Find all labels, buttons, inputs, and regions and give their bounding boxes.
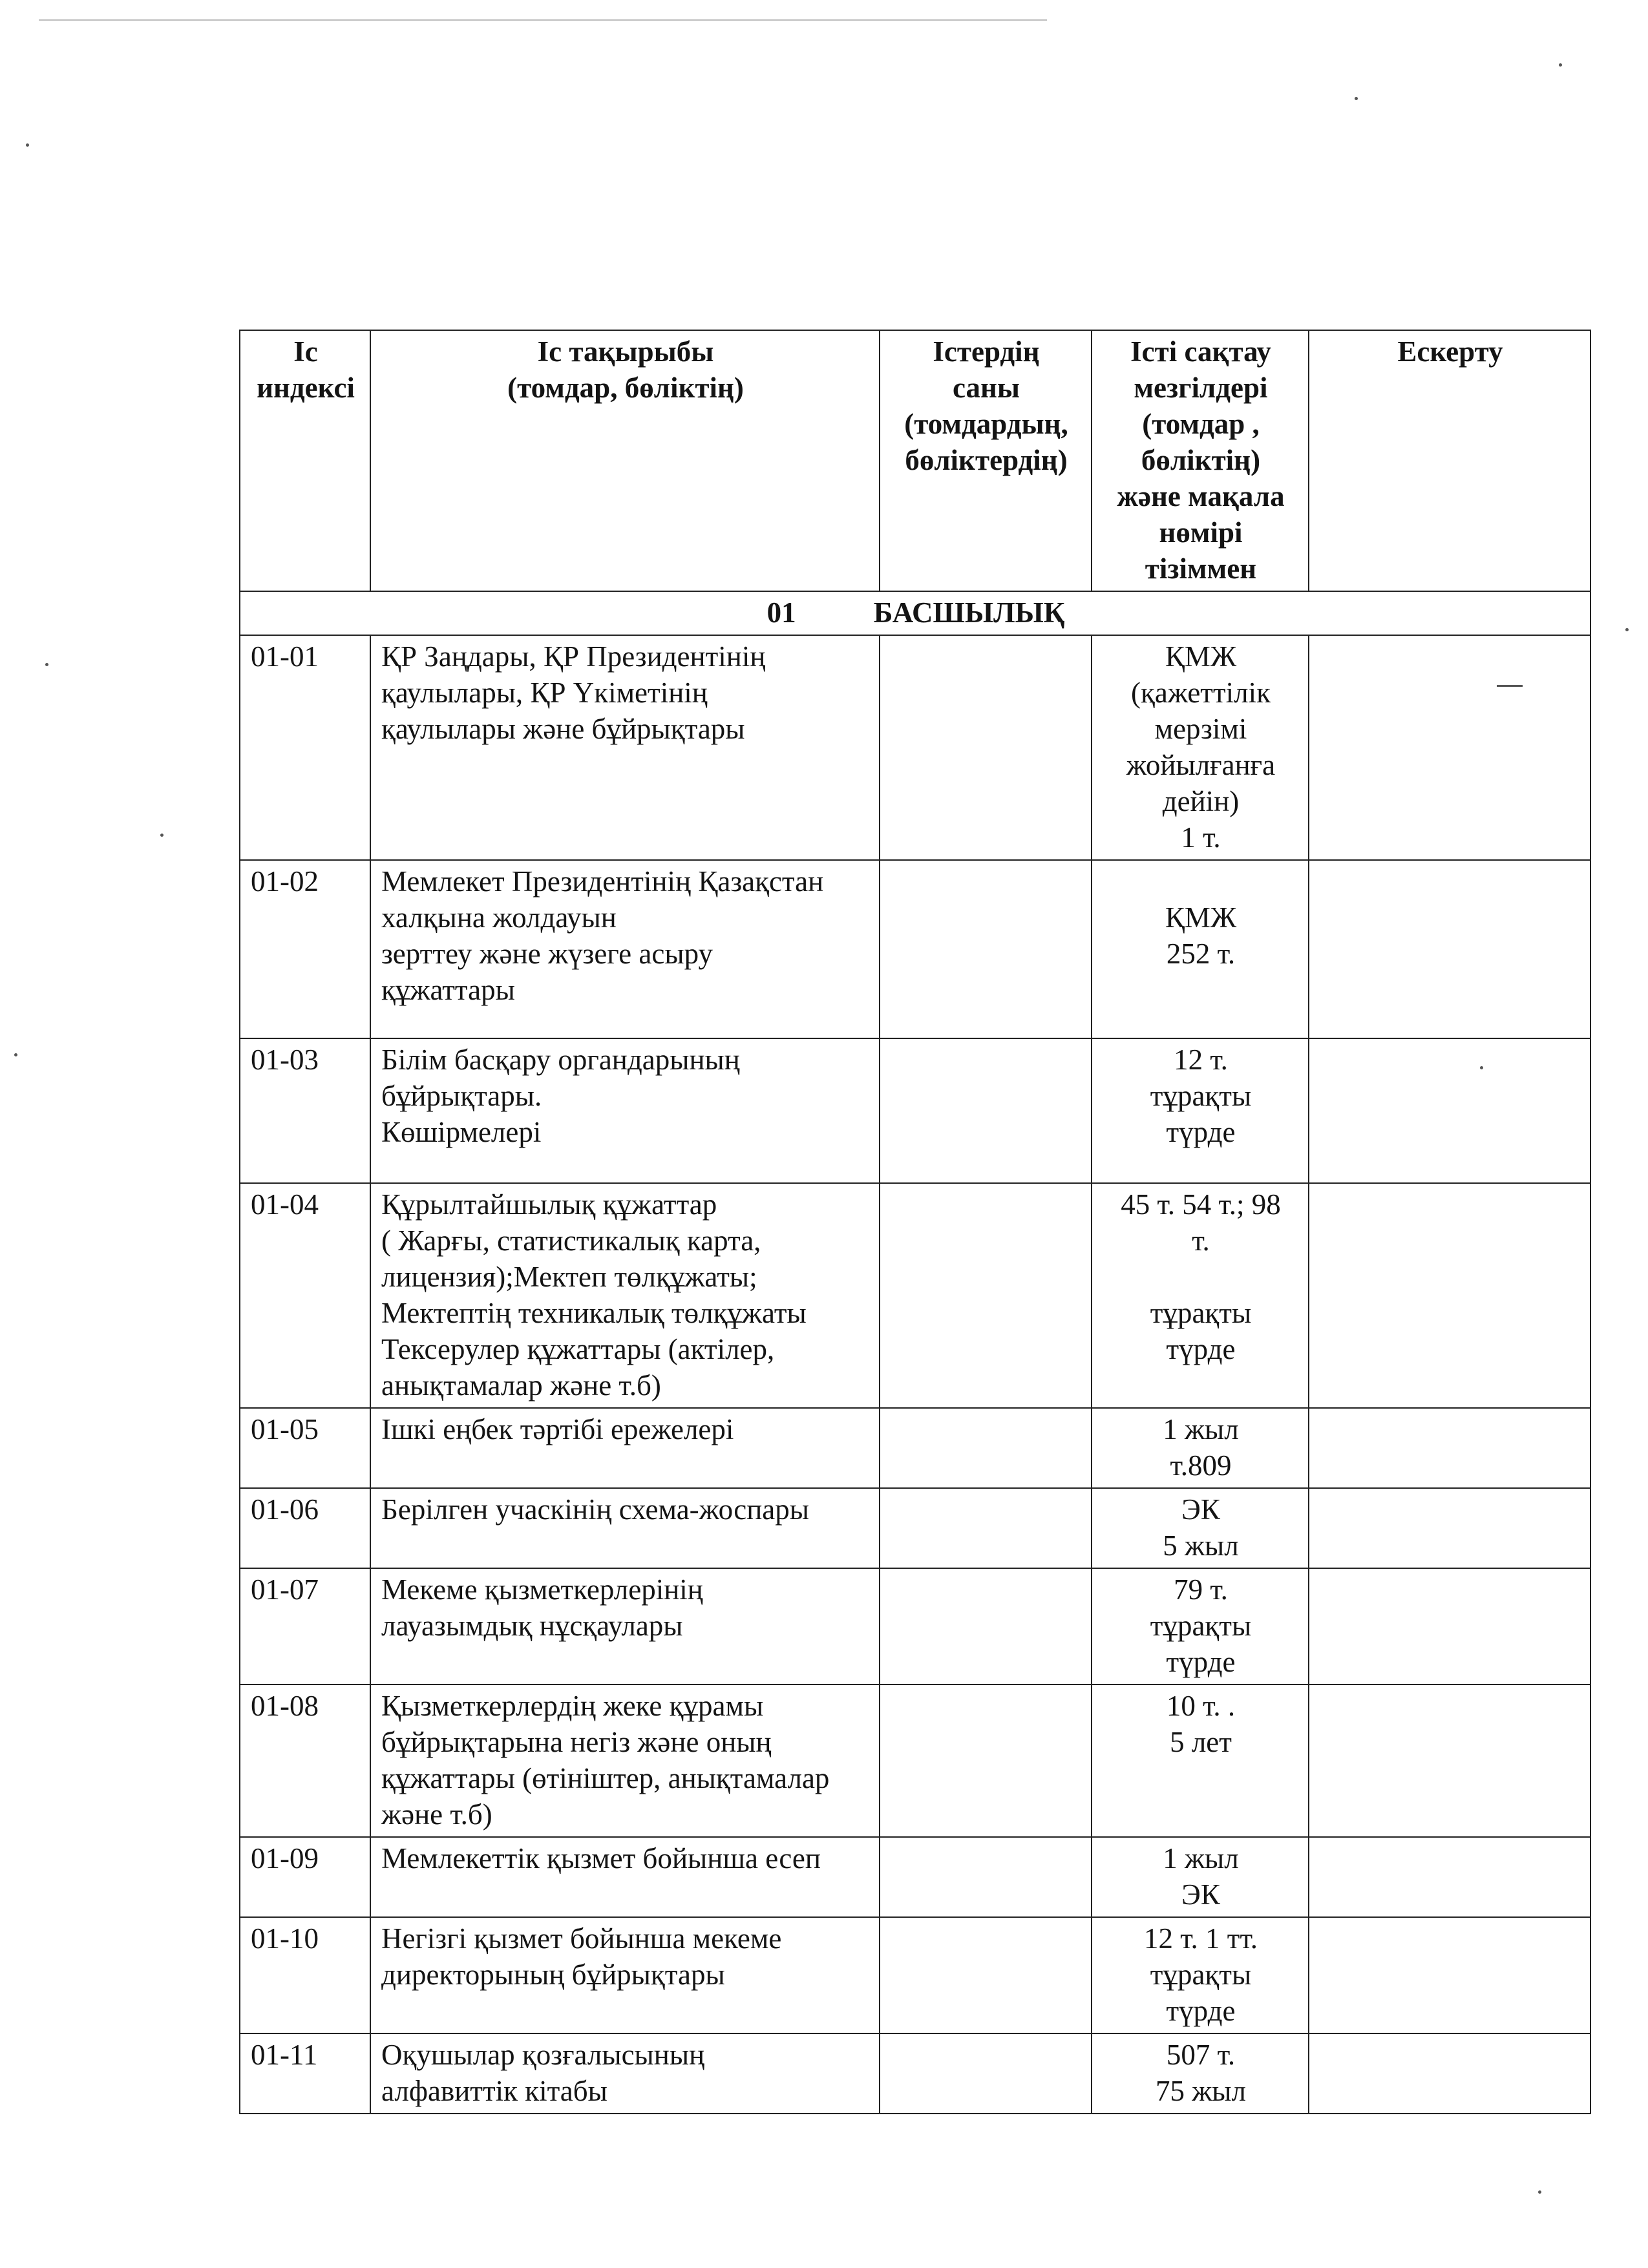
note-cell xyxy=(1309,1837,1590,1917)
retention-term-line: 1 жыл xyxy=(1163,1413,1239,1445)
case-count-cell xyxy=(880,1568,1092,1685)
scan-speck xyxy=(14,1053,17,1056)
case-index-cell: 01-07 xyxy=(240,1568,370,1685)
note-cell xyxy=(1309,860,1590,1038)
note-cell xyxy=(1309,1917,1590,2033)
retention-term-line: түрде xyxy=(1166,1116,1236,1148)
retention-term-line: тұрақты xyxy=(1150,1958,1252,1991)
case-title-line: лауазымдық нұсқаулары xyxy=(381,1610,683,1642)
case-title-cell xyxy=(370,1917,880,2033)
case-title-line: зерттеу және жүзеге асыру xyxy=(381,938,713,970)
note-cell xyxy=(1309,1685,1590,1837)
table-body xyxy=(240,635,1590,2114)
retention-term-line: ЭК xyxy=(1181,1878,1220,1911)
header-case-count: Істердің саны (томдардың, бөліктердің) xyxy=(880,330,1092,591)
retention-term-line: тұрақты xyxy=(1150,1297,1252,1329)
scan-speck xyxy=(1538,2190,1541,2194)
case-title-line: Мемлекет Президентінің Қазақстан xyxy=(381,865,824,898)
section-code: 01 xyxy=(766,596,796,629)
case-title-line: Білім басқару органдарының xyxy=(381,1044,740,1076)
header-case-index: Іс индексі xyxy=(240,330,370,591)
table-row xyxy=(240,1917,1590,2033)
retention-term-line: 75 жыл xyxy=(1155,2075,1247,2107)
case-index-cell: 01-02 xyxy=(240,860,370,1038)
case-title-line: құжаттары (өтініштер, анықтамалар xyxy=(381,1762,830,1794)
case-title-line: қаулылары, ҚР Үкіметінің xyxy=(381,677,708,709)
case-title-cell xyxy=(370,2033,880,2114)
retention-term-line: 507 т. xyxy=(1166,2039,1236,2071)
case-count-cell xyxy=(880,1488,1092,1568)
retention-term-cell xyxy=(1092,1917,1309,2033)
table-row xyxy=(240,635,1590,860)
note-cell xyxy=(1309,2033,1590,2114)
case-title-line: қаулылары және бұйрықтары xyxy=(381,713,745,745)
case-index-cell: 01-11 xyxy=(240,2033,370,2114)
case-count-cell xyxy=(880,635,1092,860)
case-title-line: Қызметкерлердің жеке құрамы xyxy=(381,1690,764,1722)
case-title-line: ( Жарғы, статистикалық карта, xyxy=(381,1224,761,1257)
retention-term-line: т.809 xyxy=(1170,1449,1232,1482)
retention-term-line: 79 т. xyxy=(1174,1573,1228,1606)
case-count-cell xyxy=(880,2033,1092,2114)
case-index-cell: 01-09 xyxy=(240,1837,370,1917)
retention-term-line: жойылғанға xyxy=(1126,749,1276,781)
case-title-cell xyxy=(370,1837,880,1917)
table-row xyxy=(240,2033,1590,2114)
case-title-line: Ішкі еңбек тәртібі ережелері xyxy=(381,1413,734,1445)
retention-term-line: т. xyxy=(1192,1224,1210,1257)
case-title-line: Мекеме қызметкерлерінің xyxy=(381,1573,703,1606)
retention-term-cell xyxy=(1092,1568,1309,1685)
case-title-line: Оқушылар қозғалысының xyxy=(381,2039,705,2071)
case-title-line: Негізгі қызмет бойынша мекеме xyxy=(381,1922,782,1955)
case-count-cell xyxy=(880,1685,1092,1837)
case-index-cell: 01-05 xyxy=(240,1408,370,1488)
note-cell xyxy=(1309,1408,1590,1488)
case-index-cell: 01-03 xyxy=(240,1038,370,1183)
case-title-cell xyxy=(370,1408,880,1488)
case-count-cell xyxy=(880,1183,1092,1408)
case-title-line: директорының бұйрықтары xyxy=(381,1958,725,1991)
retention-term-line: 1 т. xyxy=(1181,821,1221,854)
case-title-line: халқына жолдауын xyxy=(381,901,617,934)
note-cell xyxy=(1309,1038,1590,1183)
case-title-cell xyxy=(370,1488,880,1568)
case-title-line: лицензия);Мектеп төлқұжаты; xyxy=(381,1261,757,1293)
table-row xyxy=(240,1408,1590,1488)
note-cell xyxy=(1309,1183,1590,1408)
retention-term-line: ҚМЖ xyxy=(1165,640,1237,673)
case-title-line: Құрылтайшылық құжаттар xyxy=(381,1188,717,1221)
case-count-cell xyxy=(880,860,1092,1038)
case-title-line: бұйрықтарына негіз және оның xyxy=(381,1726,772,1758)
retention-term-line: (қажеттілік xyxy=(1131,677,1271,709)
case-title-line: анықтамалар және т.б) xyxy=(381,1369,661,1402)
case-title-line: алфавиттік кітабы xyxy=(381,2075,607,2107)
retention-term-line: түрде xyxy=(1166,1646,1236,1678)
scan-speck xyxy=(26,143,29,147)
header-note: Ескерту xyxy=(1309,330,1590,591)
case-count-cell xyxy=(880,1837,1092,1917)
retention-term-line: ҚМЖ xyxy=(1165,901,1237,934)
retention-term-line: 252 т. xyxy=(1166,938,1236,970)
scan-edge-line xyxy=(39,19,1047,21)
case-title-line: Мектептің техникалық төлқұжаты xyxy=(381,1297,807,1329)
table-row xyxy=(240,1038,1590,1183)
retention-term-line: 12 т. xyxy=(1174,1044,1228,1076)
case-title-cell xyxy=(370,1183,880,1408)
case-index-cell: 01-01 xyxy=(240,635,370,860)
retention-term-line: түрде xyxy=(1166,1995,1236,2027)
header-case-title: Іс тақырыбы (томдар, бөліктің) xyxy=(370,330,880,591)
retention-term-line: 5 жыл xyxy=(1163,1529,1239,1562)
case-title-line: Көшірмелері xyxy=(381,1116,542,1148)
note-cell xyxy=(1309,1488,1590,1568)
table-row xyxy=(240,1183,1590,1408)
case-index-cell: 01-04 xyxy=(240,1183,370,1408)
retention-term-line: түрде xyxy=(1166,1333,1236,1365)
case-count-cell xyxy=(880,1408,1092,1488)
retention-term-cell xyxy=(1092,1837,1309,1917)
case-title-line: ҚР Заңдары, ҚР Президентінің xyxy=(381,640,766,673)
retention-term-line: ЭК xyxy=(1181,1493,1220,1526)
case-title-line: Мемлекеттік қызмет бойынша есеп xyxy=(381,1842,821,1874)
table-row xyxy=(240,860,1590,1038)
case-index-cell: 01-06 xyxy=(240,1488,370,1568)
scan-speck xyxy=(1625,628,1629,631)
scan-speck xyxy=(1559,63,1562,67)
retention-term-line: тұрақты xyxy=(1150,1610,1252,1642)
case-title-line: құжаттары xyxy=(381,974,515,1006)
retention-term-line xyxy=(1103,863,1299,899)
case-title-cell xyxy=(370,1568,880,1685)
retention-term-cell xyxy=(1092,635,1309,860)
retention-term-line: тұрақты xyxy=(1150,1080,1252,1112)
case-title-line: бұйрықтары. xyxy=(381,1080,542,1112)
case-count-cell xyxy=(880,1917,1092,2033)
scan-speck xyxy=(45,663,48,666)
table-header-row xyxy=(240,330,1590,591)
case-title-cell xyxy=(370,635,880,860)
retention-term-line: 10 т. . xyxy=(1166,1690,1236,1722)
case-title-cell xyxy=(370,860,880,1038)
note-cell xyxy=(1309,635,1590,860)
section-title: БАСШЫЛЫҚ xyxy=(873,596,1065,629)
retention-term-line: 1 жыл xyxy=(1163,1842,1239,1874)
retention-term-cell xyxy=(1092,860,1309,1038)
scan-speck xyxy=(160,834,164,837)
retention-term-line: 12 т. 1 тт. xyxy=(1144,1922,1258,1955)
scan-speck xyxy=(1355,97,1358,100)
case-title-cell xyxy=(370,1038,880,1183)
case-title-line: Тексерулер құжаттары (актілер, xyxy=(381,1333,775,1365)
retention-term-cell xyxy=(1092,1408,1309,1488)
retention-term-line: 45 т. 54 т.; 98 xyxy=(1121,1188,1281,1221)
table-row xyxy=(240,1488,1590,1568)
case-count-cell xyxy=(880,1038,1092,1183)
retention-term-cell xyxy=(1092,1183,1309,1408)
retention-term-cell xyxy=(1092,1038,1309,1183)
section-row xyxy=(240,591,1590,635)
retention-term-cell xyxy=(1092,1488,1309,1568)
note-cell xyxy=(1309,1568,1590,1685)
retention-term-cell xyxy=(1092,2033,1309,2114)
retention-term-line: 5 лет xyxy=(1170,1726,1232,1758)
case-title-line: және т.б) xyxy=(381,1798,492,1831)
table-row xyxy=(240,1685,1590,1837)
retention-term-cell xyxy=(1092,1685,1309,1837)
case-index-cell: 01-10 xyxy=(240,1917,370,2033)
case-register-table xyxy=(239,330,1591,2114)
case-title-line: Берілген учаскінің схема-жоспары xyxy=(381,1493,810,1526)
case-title-cell xyxy=(370,1685,880,1837)
case-index-cell: 01-08 xyxy=(240,1685,370,1837)
table-row xyxy=(240,1568,1590,1685)
retention-term-line: мерзімі xyxy=(1154,713,1247,745)
table-row xyxy=(240,1837,1590,1917)
retention-term-line xyxy=(1103,1259,1299,1295)
retention-term-line: дейін) xyxy=(1162,785,1240,817)
section-heading xyxy=(240,591,1590,635)
header-retention-period: Істі сақтау мезгілдері (томдар , бөліктің) және мақала нөмірі тізіммен xyxy=(1092,330,1309,591)
